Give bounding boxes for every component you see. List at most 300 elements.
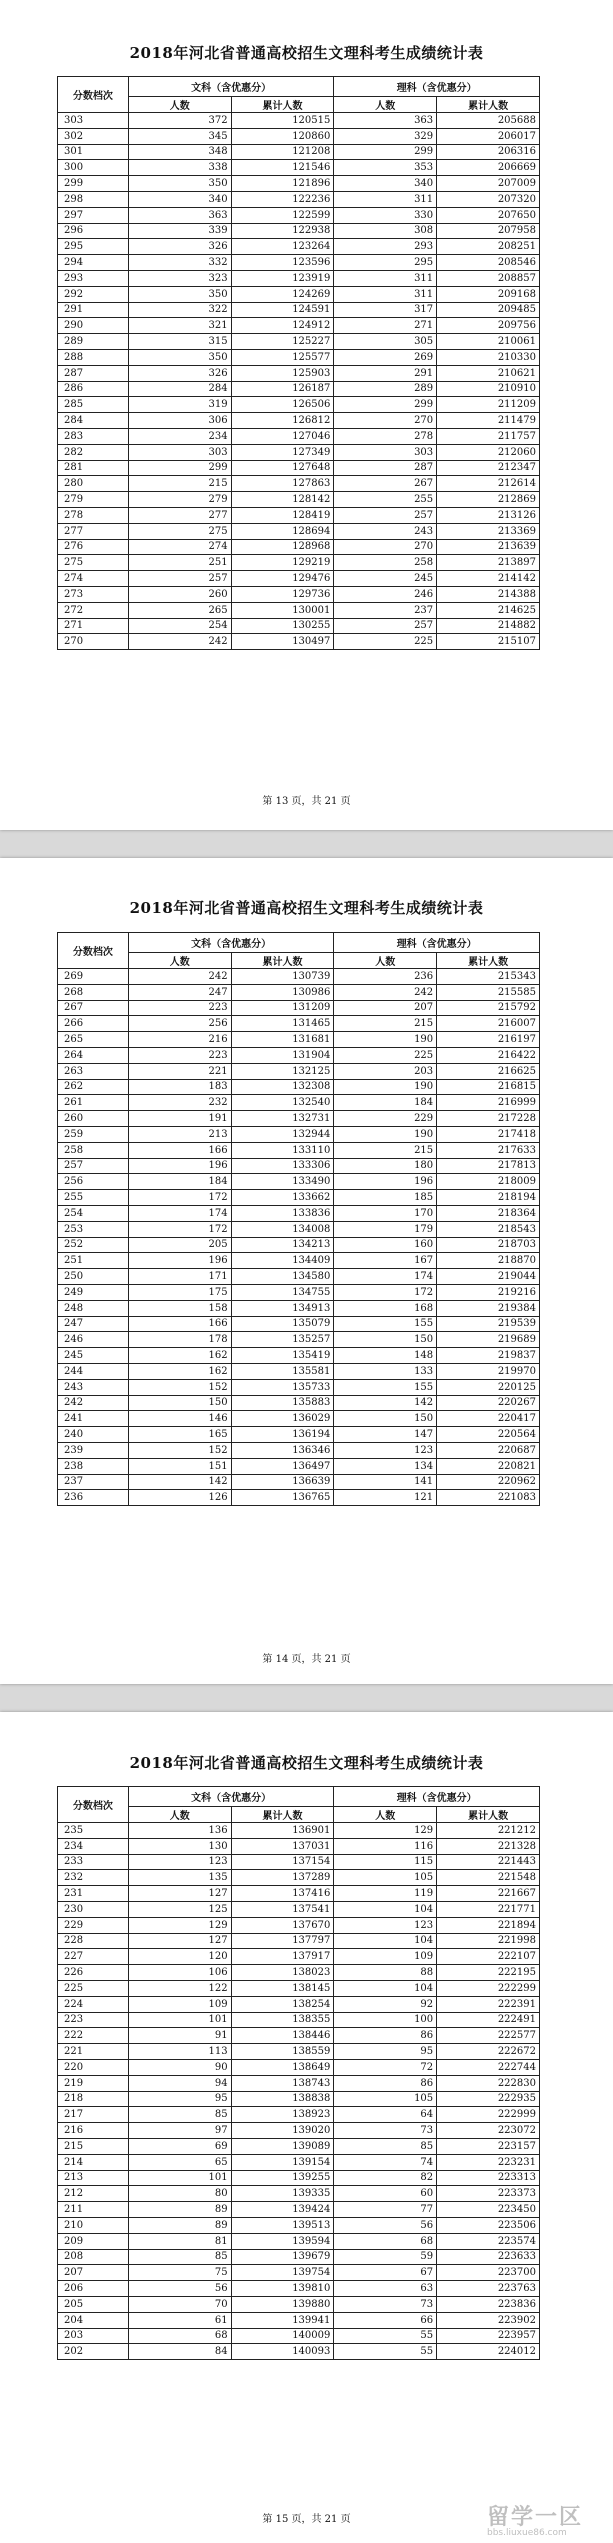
like-count-cell: 340: [334, 176, 437, 192]
wenke-cum-cell: 138145: [231, 1980, 334, 1996]
wenke-cum-cell: 130986: [231, 984, 334, 1000]
wenke-count-cell: 122: [128, 1980, 231, 1996]
like-count-cell: 55: [334, 2344, 437, 2360]
wenke-cum-cell: 128694: [231, 523, 334, 539]
like-cum-cell: 221443: [437, 1854, 540, 1870]
score-cell: 206: [58, 2281, 129, 2297]
table-row: [58, 1823, 540, 1839]
like-cum-cell: 217228: [437, 1111, 540, 1127]
table-row: [58, 2233, 540, 2249]
like-count-cell: 129: [334, 1823, 437, 1839]
score-cell: 267: [58, 1000, 129, 1016]
score-cell: 277: [58, 523, 129, 539]
wenke-count-cell: 340: [128, 191, 231, 207]
like-cum-cell: 216422: [437, 1047, 540, 1063]
wenke-count-cell: 109: [128, 1996, 231, 2012]
like-cum-cell: 222491: [437, 2012, 540, 2028]
table-row: [58, 334, 540, 350]
score-cell: 263: [58, 1063, 129, 1079]
like-count-cell: 255: [334, 492, 437, 508]
like-count-cell: 74: [334, 2154, 437, 2170]
like-cum-cell: 207958: [437, 223, 540, 239]
wenke-cum-cell: 135419: [231, 1348, 334, 1364]
table-row: [58, 634, 540, 650]
like-cum-cell: 222299: [437, 1980, 540, 1996]
wenke-count-cell: 162: [128, 1363, 231, 1379]
wenke-count-cell: 321: [128, 318, 231, 334]
like-cum-cell: 218009: [437, 1174, 540, 1190]
table-row: [58, 255, 540, 271]
table-row: [58, 1348, 540, 1364]
table-row: [58, 1079, 540, 1095]
table-row: [58, 1490, 540, 1506]
like-cum-cell: 211209: [437, 397, 540, 413]
wenke-cum-cell: 137670: [231, 1917, 334, 1933]
like-count-cell: 185: [334, 1190, 437, 1206]
score-cell: 290: [58, 318, 129, 334]
score-cell: 298: [58, 191, 129, 207]
header-like: 理科（含优惠分）: [334, 1787, 540, 1807]
wenke-count-cell: 183: [128, 1079, 231, 1095]
document-page: [0, 858, 613, 1684]
like-cum-cell: 212614: [437, 476, 540, 492]
score-cell: 227: [58, 1949, 129, 1965]
table-row: [58, 2059, 540, 2075]
score-cell: 273: [58, 586, 129, 602]
wenke-count-cell: 123: [128, 1854, 231, 1870]
table-row: [58, 2249, 540, 2265]
table-row: [58, 507, 540, 523]
wenke-cum-cell: 128142: [231, 492, 334, 508]
table-row: [58, 270, 540, 286]
table-row: [58, 413, 540, 429]
wenke-count-cell: 61: [128, 2312, 231, 2328]
wenke-cum-cell: 137797: [231, 1933, 334, 1949]
wenke-count-cell: 184: [128, 1174, 231, 1190]
wenke-cum-cell: 139810: [231, 2281, 334, 2297]
like-cum-cell: 223763: [437, 2281, 540, 2297]
wenke-count-cell: 97: [128, 2123, 231, 2139]
like-count-cell: 155: [334, 1316, 437, 1332]
wenke-count-cell: 69: [128, 2138, 231, 2154]
wenke-cum-cell: 134755: [231, 1284, 334, 1300]
table-row: [58, 286, 540, 302]
like-count-cell: 148: [334, 1348, 437, 1364]
table-row: [58, 1316, 540, 1332]
table-row: [58, 2044, 540, 2060]
table-row: [58, 207, 540, 223]
like-count-cell: 142: [334, 1395, 437, 1411]
wenke-count-cell: 277: [128, 507, 231, 523]
table-row: [58, 2028, 540, 2044]
score-cell: 289: [58, 334, 129, 350]
like-cum-cell: 213126: [437, 507, 540, 523]
like-cum-cell: 222577: [437, 2028, 540, 2044]
like-count-cell: 180: [334, 1158, 437, 1174]
header-wenke: 文科（含优惠分）: [128, 933, 334, 953]
header-count: 人数: [334, 1807, 437, 1823]
score-cell: 280: [58, 476, 129, 492]
score-cell: 274: [58, 571, 129, 587]
table-row: [58, 555, 540, 571]
wenke-cum-cell: 138923: [231, 2107, 334, 2123]
score-cell: 301: [58, 144, 129, 160]
wenke-cum-cell: 136901: [231, 1823, 334, 1839]
wenke-cum-cell: 122236: [231, 191, 334, 207]
like-cum-cell: 221998: [437, 1933, 540, 1949]
page-footer: 第 15 页，共 21 页: [262, 2514, 351, 2525]
watermark-main: 留学一区: [487, 2505, 584, 2530]
score-cell: 293: [58, 270, 129, 286]
score-cell: 251: [58, 1253, 129, 1269]
header-cumulative: 累计人数: [231, 97, 334, 113]
table-row: [58, 2217, 540, 2233]
like-count-cell: 168: [334, 1300, 437, 1316]
like-count-cell: 73: [334, 2123, 437, 2139]
score-cell: 237: [58, 1474, 129, 1490]
table-row: [58, 381, 540, 397]
like-cum-cell: 223157: [437, 2138, 540, 2154]
like-cum-cell: 209756: [437, 318, 540, 334]
wenke-cum-cell: 125577: [231, 349, 334, 365]
like-count-cell: 291: [334, 365, 437, 381]
like-cum-cell: 211757: [437, 428, 540, 444]
score-cell: 287: [58, 365, 129, 381]
score-cell: 285: [58, 397, 129, 413]
wenke-count-cell: 205: [128, 1237, 231, 1253]
score-cell: 243: [58, 1379, 129, 1395]
score-cell: 236: [58, 1490, 129, 1506]
score-cell: 204: [58, 2312, 129, 2328]
wenke-cum-cell: 139941: [231, 2312, 334, 2328]
score-cell: 259: [58, 1126, 129, 1142]
wenke-cum-cell: 124269: [231, 286, 334, 302]
like-cum-cell: 217813: [437, 1158, 540, 1174]
table-row: [58, 1126, 540, 1142]
score-cell: 241: [58, 1411, 129, 1427]
wenke-cum-cell: 138254: [231, 1996, 334, 2012]
wenke-cum-cell: 139255: [231, 2170, 334, 2186]
like-count-cell: 258: [334, 555, 437, 571]
like-count-cell: 115: [334, 1854, 437, 1870]
header-count: 人数: [334, 97, 437, 113]
wenke-count-cell: 319: [128, 397, 231, 413]
wenke-cum-cell: 132731: [231, 1111, 334, 1127]
wenke-cum-cell: 137541: [231, 1901, 334, 1917]
like-count-cell: 172: [334, 1284, 437, 1300]
score-cell: 264: [58, 1047, 129, 1063]
header-like: 理科（含优惠分）: [334, 933, 540, 953]
like-cum-cell: 208857: [437, 270, 540, 286]
table-row: [58, 1190, 540, 1206]
table-row: [58, 2202, 540, 2218]
like-cum-cell: 222999: [437, 2107, 540, 2123]
like-cum-cell: 207650: [437, 207, 540, 223]
header-like: 理科（含优惠分）: [334, 77, 540, 97]
table-row: [58, 1016, 540, 1032]
table-row: [58, 492, 540, 508]
score-cell: 247: [58, 1316, 129, 1332]
like-cum-cell: 215792: [437, 1000, 540, 1016]
table-row: [58, 2154, 540, 2170]
page-title: 2018年河北省普通高校招生文理科考生成绩统计表: [129, 1754, 484, 1772]
wenke-count-cell: 256: [128, 1016, 231, 1032]
table-row: [58, 2091, 540, 2107]
wenke-count-cell: 234: [128, 428, 231, 444]
wenke-count-cell: 345: [128, 128, 231, 144]
wenke-count-cell: 68: [128, 2328, 231, 2344]
wenke-cum-cell: 130497: [231, 634, 334, 650]
table-row: [58, 1111, 540, 1127]
wenke-cum-cell: 132125: [231, 1063, 334, 1079]
wenke-count-cell: 175: [128, 1284, 231, 1300]
like-count-cell: 105: [334, 2091, 437, 2107]
wenke-cum-cell: 136639: [231, 1474, 334, 1490]
wenke-cum-cell: 127349: [231, 444, 334, 460]
wenke-cum-cell: 135883: [231, 1395, 334, 1411]
score-cell: 203: [58, 2328, 129, 2344]
table-row: [58, 2138, 540, 2154]
table-row: [58, 349, 540, 365]
like-count-cell: 109: [334, 1949, 437, 1965]
wenke-count-cell: 101: [128, 2012, 231, 2028]
page-footer: 第 14 页，共 21 页: [262, 1654, 351, 1665]
score-cell: 268: [58, 984, 129, 1000]
like-count-cell: 104: [334, 1901, 437, 1917]
like-count-cell: 215: [334, 1142, 437, 1158]
wenke-count-cell: 106: [128, 1965, 231, 1981]
like-cum-cell: 222672: [437, 2044, 540, 2060]
wenke-count-cell: 65: [128, 2154, 231, 2170]
like-count-cell: 305: [334, 334, 437, 350]
score-cell: 265: [58, 1032, 129, 1048]
table-row: [58, 1158, 540, 1174]
score-table: [57, 932, 540, 1506]
table-row: [58, 365, 540, 381]
wenke-cum-cell: 131681: [231, 1032, 334, 1048]
like-cum-cell: 205688: [437, 113, 540, 129]
wenke-cum-cell: 133306: [231, 1158, 334, 1174]
wenke-count-cell: 242: [128, 969, 231, 985]
like-count-cell: 236: [334, 969, 437, 985]
wenke-cum-cell: 137289: [231, 1870, 334, 1886]
wenke-cum-cell: 121896: [231, 176, 334, 192]
table-row: [58, 1221, 540, 1237]
wenke-count-cell: 84: [128, 2344, 231, 2360]
like-cum-cell: 214142: [437, 571, 540, 587]
score-cell: 217: [58, 2107, 129, 2123]
wenke-count-cell: 85: [128, 2249, 231, 2265]
score-cell: 215: [58, 2138, 129, 2154]
score-cell: 269: [58, 969, 129, 985]
wenke-count-cell: 284: [128, 381, 231, 397]
wenke-count-cell: 166: [128, 1142, 231, 1158]
like-count-cell: 179: [334, 1221, 437, 1237]
wenke-count-cell: 299: [128, 460, 231, 476]
wenke-count-cell: 101: [128, 2170, 231, 2186]
score-cell: 282: [58, 444, 129, 460]
like-count-cell: 267: [334, 476, 437, 492]
score-table: [57, 76, 540, 650]
table-row: [58, 144, 540, 160]
score-cell: 303: [58, 113, 129, 129]
wenke-count-cell: 191: [128, 1111, 231, 1127]
wenke-count-cell: 215: [128, 476, 231, 492]
page-title: 2018年河北省普通高校招生文理科考生成绩统计表: [129, 899, 484, 917]
wenke-count-cell: 113: [128, 2044, 231, 2060]
like-count-cell: 167: [334, 1253, 437, 1269]
wenke-count-cell: 94: [128, 2075, 231, 2091]
wenke-cum-cell: 127046: [231, 428, 334, 444]
wenke-count-cell: 260: [128, 586, 231, 602]
like-cum-cell: 210061: [437, 334, 540, 350]
like-count-cell: 73: [334, 2296, 437, 2312]
like-cum-cell: 213897: [437, 555, 540, 571]
like-count-cell: 225: [334, 634, 437, 650]
wenke-cum-cell: 139335: [231, 2186, 334, 2202]
like-cum-cell: 223506: [437, 2217, 540, 2233]
score-cell: 230: [58, 1901, 129, 1917]
wenke-cum-cell: 130001: [231, 602, 334, 618]
like-count-cell: 104: [334, 1980, 437, 1996]
like-count-cell: 308: [334, 223, 437, 239]
like-cum-cell: 222107: [437, 1949, 540, 1965]
score-cell: 219: [58, 2075, 129, 2091]
wenke-cum-cell: 134008: [231, 1221, 334, 1237]
like-cum-cell: 222830: [437, 2075, 540, 2091]
table-row: [58, 1063, 540, 1079]
wenke-count-cell: 90: [128, 2059, 231, 2075]
score-cell: 252: [58, 1237, 129, 1253]
wenke-cum-cell: 126506: [231, 397, 334, 413]
score-cell: 248: [58, 1300, 129, 1316]
wenke-cum-cell: 136765: [231, 1490, 334, 1506]
wenke-count-cell: 322: [128, 302, 231, 318]
score-cell: 276: [58, 539, 129, 555]
like-cum-cell: 211479: [437, 413, 540, 429]
wenke-cum-cell: 125227: [231, 334, 334, 350]
wenke-count-cell: 232: [128, 1095, 231, 1111]
table-row: [58, 2170, 540, 2186]
score-table: [57, 1786, 540, 2360]
like-count-cell: 237: [334, 602, 437, 618]
wenke-cum-cell: 133836: [231, 1205, 334, 1221]
wenke-count-cell: 152: [128, 1442, 231, 1458]
like-cum-cell: 212347: [437, 460, 540, 476]
like-cum-cell: 209485: [437, 302, 540, 318]
document-page: [0, 1712, 613, 2543]
like-count-cell: 287: [334, 460, 437, 476]
header-wenke: 文科（含优惠分）: [128, 1787, 334, 1807]
like-cum-cell: 224012: [437, 2344, 540, 2360]
table-row: [58, 1870, 540, 1886]
wenke-cum-cell: 130255: [231, 618, 334, 634]
wenke-cum-cell: 126187: [231, 381, 334, 397]
like-cum-cell: 210330: [437, 349, 540, 365]
wenke-cum-cell: 131465: [231, 1016, 334, 1032]
like-cum-cell: 206017: [437, 128, 540, 144]
wenke-count-cell: 120: [128, 1949, 231, 1965]
wenke-count-cell: 151: [128, 1458, 231, 1474]
score-cell: 270: [58, 634, 129, 650]
like-cum-cell: 216197: [437, 1032, 540, 1048]
table-row: [58, 1427, 540, 1443]
like-count-cell: 95: [334, 2044, 437, 2060]
wenke-count-cell: 150: [128, 1395, 231, 1411]
score-cell: 286: [58, 381, 129, 397]
score-cell: 254: [58, 1205, 129, 1221]
like-count-cell: 105: [334, 1870, 437, 1886]
wenke-cum-cell: 139594: [231, 2233, 334, 2249]
table-row: [58, 2312, 540, 2328]
like-cum-cell: 208546: [437, 255, 540, 271]
score-cell: 202: [58, 2344, 129, 2360]
score-cell: 235: [58, 1823, 129, 1839]
like-count-cell: 88: [334, 1965, 437, 1981]
like-count-cell: 55: [334, 2328, 437, 2344]
like-cum-cell: 220821: [437, 1458, 540, 1474]
like-cum-cell: 223902: [437, 2312, 540, 2328]
score-cell: 284: [58, 413, 129, 429]
wenke-count-cell: 242: [128, 634, 231, 650]
header-cumulative: 累计人数: [437, 953, 540, 969]
wenke-count-cell: 326: [128, 365, 231, 381]
like-count-cell: 269: [334, 349, 437, 365]
wenke-cum-cell: 139880: [231, 2296, 334, 2312]
like-cum-cell: 219539: [437, 1316, 540, 1332]
wenke-count-cell: 221: [128, 1063, 231, 1079]
score-cell: 224: [58, 1996, 129, 2012]
table-row: [58, 2265, 540, 2281]
wenke-count-cell: 146: [128, 1411, 231, 1427]
like-count-cell: 246: [334, 586, 437, 602]
wenke-cum-cell: 129476: [231, 571, 334, 587]
score-cell: 296: [58, 223, 129, 239]
score-cell: 212: [58, 2186, 129, 2202]
score-cell: 232: [58, 1870, 129, 1886]
like-cum-cell: 207320: [437, 191, 540, 207]
table-row: [58, 969, 540, 985]
like-cum-cell: 220962: [437, 1474, 540, 1490]
wenke-count-cell: 165: [128, 1427, 231, 1443]
like-count-cell: 278: [334, 428, 437, 444]
wenke-count-cell: 178: [128, 1332, 231, 1348]
wenke-count-cell: 372: [128, 113, 231, 129]
like-cum-cell: 207009: [437, 176, 540, 192]
table-row: [58, 160, 540, 176]
like-cum-cell: 210910: [437, 381, 540, 397]
table-row: [58, 2107, 540, 2123]
wenke-count-cell: 213: [128, 1126, 231, 1142]
like-count-cell: 123: [334, 1917, 437, 1933]
like-cum-cell: 208251: [437, 239, 540, 255]
like-count-cell: 82: [334, 2170, 437, 2186]
like-count-cell: 56: [334, 2217, 437, 2233]
like-count-cell: 257: [334, 618, 437, 634]
table-row: [58, 523, 540, 539]
table-row: [58, 460, 540, 476]
like-count-cell: 85: [334, 2138, 437, 2154]
score-cell: 255: [58, 1190, 129, 1206]
like-cum-cell: 216007: [437, 1016, 540, 1032]
wenke-cum-cell: 122599: [231, 207, 334, 223]
like-count-cell: 121: [334, 1490, 437, 1506]
wenke-cum-cell: 123919: [231, 270, 334, 286]
wenke-cum-cell: 139154: [231, 2154, 334, 2170]
table-row: [58, 1965, 540, 1981]
like-count-cell: 60: [334, 2186, 437, 2202]
like-count-cell: 311: [334, 270, 437, 286]
